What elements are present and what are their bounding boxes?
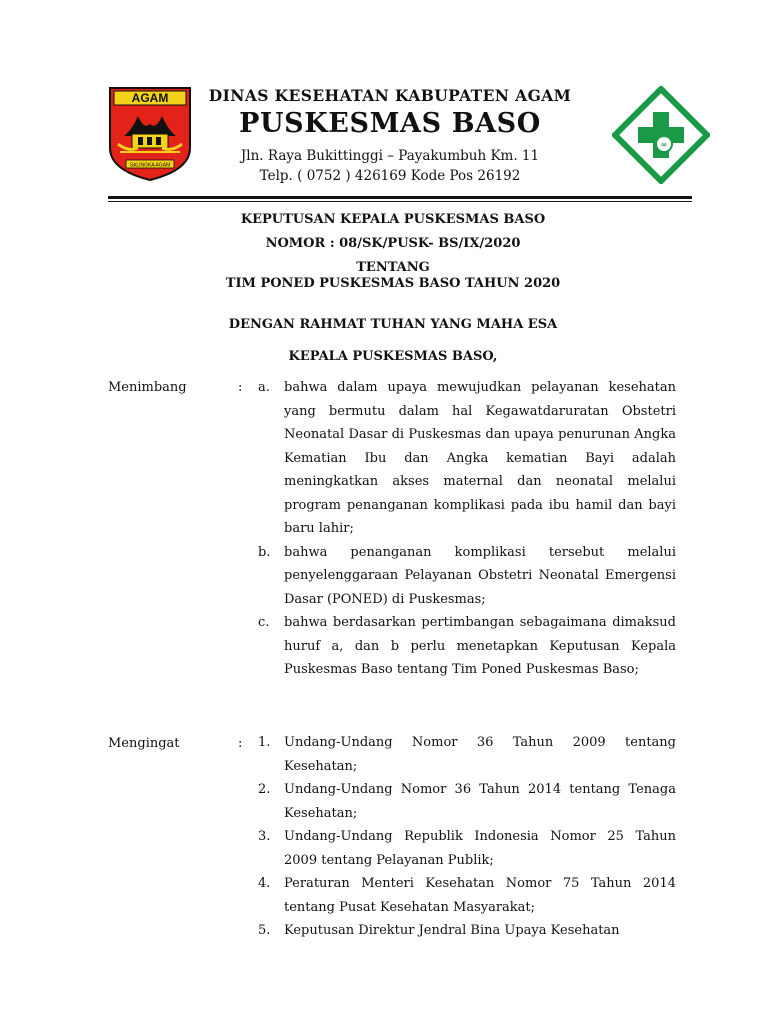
list-item	[0, 611, 768, 682]
issuer: KEPALA PUSKESMAS BASO,	[288, 349, 498, 364]
list-item	[0, 778, 768, 825]
list-item-text: bahwa berdasarkan pertimbangan sebagaimana dimaksud huruf a, dan b perlu menetapkan Keputusan Kepala Puskesmas Baso tentang Tim Poned Puskesmas Baso;	[284, 615, 676, 677]
list-item-text: Undang-Undang Nomor 36 Tahun 2014 tentang Tenaga Kesehatan;	[284, 782, 676, 821]
invocation: DENGAN RAHMAT TUHAN YANG MAHA ESA	[228, 317, 558, 332]
logo-agam-motto: SALINGKA AGAM	[129, 162, 171, 169]
mengingat-label: Mengingat	[108, 736, 180, 751]
list-item	[0, 731, 768, 778]
list-item-text: Undang-Undang Nomor 36 Tahun 2009 tentang Kesehatan;	[284, 735, 676, 774]
address: Jln. Raya Bukittinggi – Payakumbuh Km. 11	[240, 148, 540, 164]
list-marker: 2.	[258, 782, 271, 797]
decree-about: TENTANG	[356, 260, 430, 275]
list-item-text: Keputusan Direktur Jendral Bina Upaya Kesehatan	[284, 923, 620, 938]
list-item	[0, 541, 768, 612]
letterhead-rule-thin	[108, 201, 692, 202]
decree-title: KEPUTUSAN KEPALA PUSKESMAS BASO	[240, 212, 546, 227]
svg-text:∞: ∞	[661, 140, 667, 149]
list-item-text: bahwa dalam upaya mewujudkan pelayanan kesehatan yang bermutu dalam hal Kegawatdaruratan Obstetri Neonatal Dasar di Puskesmas dan upaya penurunan Angka Kematian Ibu dan Angka kematian Bayi adalah meningkatkan akses maternal dan neonatal melalui program penanganan komplikasi pada ibu hamil dan bayi baru lahir;	[284, 380, 676, 536]
list-marker: 4.	[258, 876, 271, 891]
decree-number: NOMOR : 08/SK/PUSK- BS/IX/2020	[265, 236, 521, 251]
letterhead-rule	[108, 196, 692, 199]
list-marker: c.	[258, 615, 270, 630]
menimbang-label: Menimbang	[108, 380, 187, 395]
mengingat-list	[0, 731, 768, 943]
list-marker: b.	[258, 544, 271, 560]
menimbang-list	[0, 376, 768, 682]
list-item-text: Undang-Undang Republik Indonesia Nomor 25 Tahun 2009 tentang Pelayanan Publik;	[284, 829, 676, 868]
list-marker: 1.	[258, 735, 271, 750]
mengingat-colon: :	[238, 736, 243, 751]
list-marker: a.	[258, 380, 270, 395]
list-item	[0, 825, 768, 872]
list-item	[0, 872, 768, 919]
list-item-text: Peraturan Menteri Kesehatan Nomor 75 Tahun 2014 tentang Pusat Kesehatan Masyarakat;	[284, 876, 676, 915]
logo-agam-text: AGAM	[131, 91, 169, 105]
puskesmas-name: PUSKESMAS BASO	[239, 108, 541, 139]
puskesmas-logo	[612, 86, 710, 184]
list-item	[0, 919, 768, 943]
agency-name: DINAS KESEHATAN KABUPATEN AGAM	[208, 86, 572, 105]
phone: Telp. ( 0752 ) 426169 Kode Pos 26192	[259, 168, 521, 184]
menimbang-colon: :	[238, 380, 243, 395]
list-marker: 5.	[258, 923, 271, 938]
list-marker: 3.	[258, 829, 271, 844]
decree-subject: TIM PONED PUSKESMAS BASO TAHUN 2020	[225, 276, 561, 291]
list-item-text: bahwa penanganan komplikasi tersebut melalui penyelenggaraan Pelayanan Obstetri Neonatal Emergensi Dasar (PONED) di Puskesmas;	[284, 544, 676, 607]
list-item	[0, 376, 768, 541]
agam-regency-logo	[108, 86, 192, 182]
